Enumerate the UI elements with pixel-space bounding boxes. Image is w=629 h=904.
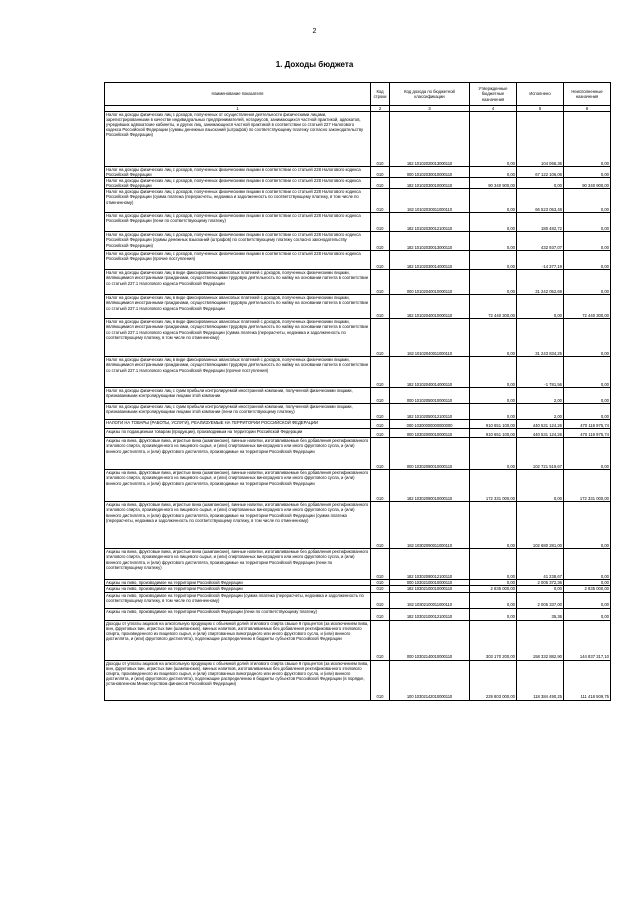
row-unexecuted: 0,00 <box>564 388 611 404</box>
row-approved: 0,00 <box>470 167 517 178</box>
row-name: Налог на доходы физических лиц с доходов, полученных физическими лицами в соответствии со статьей 228 Налогового кодекса Российской Федерации (пени по соответствующему платежу) <box>105 213 371 232</box>
table-row <box>105 549 611 580</box>
table-row <box>105 404 611 420</box>
row-line-code: 010 <box>371 178 390 189</box>
row-name: Налог на доходы физических лиц с доходов, полученных физическими лицами в соответствии со статьей 228 Налогового кодекса Российской Федерации (сумма платежа (перерасчеты, недоимка и задолженность по соответствующему платежу, в том числе по отмененному) <box>105 189 371 213</box>
header-indicator-name: Наименование показателя <box>105 83 371 106</box>
row-unexecuted: 0,00 <box>564 608 611 620</box>
row-unexecuted: 0,00 <box>564 357 611 388</box>
table-row <box>105 620 611 660</box>
row-unexecuted: 2 835 000,00 <box>564 586 611 592</box>
row-classification-code: 000 10302090010000110 <box>390 438 470 470</box>
header-executed: Исполнено <box>517 83 564 106</box>
row-name: Акцизы на вина, фруктовые вина, игристые вина (шампанские), винные напитки, изготавливаемые без добавления ректификованного этилового спирта, произведенного из пищевого сырья, и (или) спиртованных виноградного или иного фруктового сусла, и (или) винного дистиллята, и (или) фруктового дистиллята, производимые на территории Российской Федерации (сумма платежа (перерасчеты, недоимка и задолженность по соответствующему платежу, в том числе по отмененному) <box>105 502 371 549</box>
row-approved: 90 340 900,00 <box>470 178 517 189</box>
row-name: Налог на доходы физических лиц в виде фиксированных авансовых платежей с доходов, полученных физическими лицами, являющимися иностранными гражданами, осуществляющими трудовую деятельность по найму на основании патента в соответствии со статьей 227.1 Налогового кодекса Российской Федерации (прочие поступления) <box>105 357 371 388</box>
header-unexecuted: Неисполненные назначения <box>564 83 611 106</box>
table-row <box>105 295 611 319</box>
row-classification-code: 182 10102040014000110 <box>390 357 470 388</box>
row-name: Акцизы на пиво, производимое на территории Российской Федерации <box>105 586 371 592</box>
row-line-code: 010 <box>371 213 390 232</box>
row-classification-code: 000 10300000000000000 <box>390 420 470 429</box>
row-classification-code: 182 10302100012100110 <box>390 608 470 620</box>
row-executed: 432 937,07 <box>517 232 564 251</box>
row-name: Доходы от уплаты акцизов на алкогольную продукцию с объемной долей этилового спирта свыше 9 процентов (за исключением пива, вин, фруктовых вин, игристых вин (шампанских), винных напитков, изготавливаемых без добавления ректификованного этилового спирта, произведенного из пищевого сырья, и (или) спиртованных виноградного или иного фруктового сусла, и (или) винного дистиллята, и (или) фруктового дистиллята), подлежащие распределению в бюджеты субъектов Российской Федерации (в порядке, установленном Министерством финансов Российской Федерации) <box>105 660 371 700</box>
row-line-code: 010 <box>371 270 390 295</box>
table-row <box>105 251 611 270</box>
row-line-code: 010 <box>371 251 390 270</box>
row-line-code: 010 <box>371 404 390 420</box>
row-executed: 440 531 124,26 <box>517 429 564 438</box>
table-row <box>105 608 611 620</box>
row-line-code: 010 <box>371 660 390 700</box>
row-executed: 67 122 106,06 <box>517 167 564 178</box>
row-approved: 0,00 <box>470 549 517 580</box>
table-row <box>105 388 611 404</box>
row-classification-code: 000 10302140010000110 <box>390 620 470 660</box>
row-classification-code: 182 10102030010000110 <box>390 178 470 189</box>
row-line-code: 010 <box>371 620 390 660</box>
row-name: Акцизы на пиво, производимое на территории Российской Федерации <box>105 580 371 586</box>
row-executed: 104 066,36 <box>517 112 564 167</box>
row-name: Налог на доходы физических лиц в виде фиксированных авансовых платежей с доходов, полученных физическими лицами, являющимися иностранными гражданами, осуществляющими трудовую деятельность по найму на основании патента в соответствии со статьей 227.1 Налогового кодекса Российской Федерации (сумма платежа (перерасчеты, недоимка и задолженность по соответствующему платежу, в том числе по отмененному) <box>105 319 371 357</box>
section-title: 1. Доходы бюджета <box>275 60 354 69</box>
row-unexecuted: 172 331 000,00 <box>564 470 611 502</box>
row-approved: 0,00 <box>470 438 517 470</box>
row-classification-code: 000 10302000010000110 <box>390 429 470 438</box>
row-approved: 910 651 100,00 <box>470 420 517 429</box>
row-name: Акцизы по подакцизным товарам (продукции), производимым на территории Российской Федерации <box>105 429 371 438</box>
column-number: 1 <box>105 106 371 112</box>
row-approved: 0,00 <box>470 580 517 586</box>
row-executed: 35,36 <box>517 608 564 620</box>
row-classification-code: 000 10102030010000110 <box>390 167 470 178</box>
row-name: НАЛОГИ НА ТОВАРЫ (РАБОТЫ, УСЛУГИ), РЕАЛИЗУЕМЫЕ НА ТЕРРИТОРИИ РОССИЙСКОЙ ФЕДЕРАЦИИ <box>105 420 371 429</box>
row-executed: 31 243 834,25 <box>517 319 564 357</box>
row-executed: 180 482,72 <box>517 213 564 232</box>
row-approved: 0,00 <box>470 357 517 388</box>
row-executed: 0,00 <box>517 586 564 592</box>
row-executed: 158 332 882,90 <box>517 620 564 660</box>
row-line-code: 010 <box>371 388 390 404</box>
row-unexecuted: 0,00 <box>564 404 611 420</box>
row-name: Акцизы на пиво, производимое на территории Российской Федерации (пени по соответствующему платежу) <box>105 608 371 620</box>
row-approved: 0,00 <box>470 251 517 270</box>
row-unexecuted: 0,00 <box>564 549 611 580</box>
row-name: Налог на доходы физических лиц с доходов, полученных физическими лицами в соответствии со статьей 228 Налогового кодекса Российской Федерации (суммы денежных взысканий (штрафов) по соответствующему платежу согласно законодательству Российской Федерации) <box>105 232 371 251</box>
row-name: Налог на доходы физических лиц с доходов, полученных от осуществления деятельности физическими лицами, зарегистрированными в качестве индивидуальных предпринимателей, нотариусов, занимающихся частной практикой, адвокатов, учредивших адвокатские кабинеты, и других лиц, занимающихся частной практикой в соответствии со статьей 227 Налогового кодекса Российской Федерации (суммы денежных взысканий (штрафов) по соответствующему платежу согласно законодательству Российской Федерации) <box>105 112 371 167</box>
table-row <box>105 592 611 608</box>
header-line-code: Код строки <box>371 83 390 106</box>
row-name: Налог на доходы физических лиц с сумм прибыли контролируемой иностранной компании, полученной физическими лицами, признаваемыми контролирующими лицами этой компании (пени по соответствующему платежу) <box>105 404 371 420</box>
row-approved: 0,00 <box>470 502 517 549</box>
table-row <box>105 502 611 549</box>
column-number: 5 <box>517 106 564 112</box>
row-unexecuted: 0,00 <box>564 270 611 295</box>
row-classification-code: 182 10302100010000110 <box>390 586 470 592</box>
row-line-code: 010 <box>371 112 390 167</box>
row-approved: 172 331 000,00 <box>470 470 517 502</box>
row-unexecuted: 0,00 <box>564 319 611 357</box>
row-unexecuted: 0,00 <box>564 232 611 251</box>
row-executed: 2,00 <box>517 388 564 404</box>
row-line-code: 010 <box>371 189 390 213</box>
row-approved: 0,00 <box>470 608 517 620</box>
table-row <box>105 357 611 388</box>
row-approved: 229 803 000,00 <box>470 660 517 700</box>
row-name: Налог на доходы физических лиц в виде фиксированных авансовых платежей с доходов, полученных физическими лицами, являющимися иностранными гражданами, осуществляющими трудовую деятельность по найму на основании патента в соответствии со статьей 227.1 Налогового кодекса Российской Федерации <box>105 270 371 295</box>
row-name: Акцизы на вина, фруктовые вина, игристые вина (шампанские), винные напитки, изготавливаемые без добавления ректификованного этилового спирта, произведенного из пищевого сырья, и (или) спиртованных виноградного или иного фруктового сусла, и (или) винного дистиллята, и (или) фруктового дистиллята, производимые на территории Российской Федерации <box>105 438 371 470</box>
row-name: Налог на доходы физических лиц с доходов, полученных физическими лицами в соответствии со статьей 228 Налогового кодекса Российской Федерации <box>105 167 371 178</box>
row-unexecuted: 0,00 <box>564 502 611 549</box>
row-approved: 72 440 300,00 <box>470 295 517 319</box>
row-approved: 2 835 000,00 <box>470 586 517 592</box>
row-executed: 118 384 490,25 <box>517 660 564 700</box>
row-classification-code: 182 10302090010000110 <box>390 470 470 502</box>
row-line-code: 010 <box>371 592 390 608</box>
row-approved: 910 651 100,00 <box>470 429 517 438</box>
table-row <box>105 167 611 178</box>
row-unexecuted: 144 837 317,10 <box>564 620 611 660</box>
row-unexecuted: 111 418 509,75 <box>564 660 611 700</box>
row-classification-code: 182 10302100011000110 <box>390 592 470 608</box>
row-unexecuted: 0,00 <box>564 112 611 167</box>
row-executed: 440 531 124,26 <box>517 420 564 429</box>
header-classification-code: Код дохода по бюджетной классификации <box>390 83 470 106</box>
row-classification-code: 100 10302142010000110 <box>390 660 470 700</box>
row-name: Налог на доходы физических лиц с доходов, полученных физическими лицами в соответствии со статьей 228 Налогового кодекса Российской Федерации <box>105 178 371 189</box>
page-number: 2 <box>312 28 317 35</box>
row-unexecuted: 470 119 975,74 <box>564 429 611 438</box>
row-executed: 0,00 <box>517 295 564 319</box>
table-row <box>105 660 611 700</box>
row-line-code: 010 <box>371 470 390 502</box>
row-line-code: 010 <box>371 586 390 592</box>
table-row <box>105 232 611 251</box>
row-line-code: 010 <box>371 438 390 470</box>
row-approved: 0,00 <box>470 213 517 232</box>
row-classification-code: 182 10102040010000110 <box>390 295 470 319</box>
row-executed: 2,00 <box>517 404 564 420</box>
row-classification-code: 182 10302090011000110 <box>390 502 470 549</box>
row-classification-code: 182 10102030011000110 <box>390 189 470 213</box>
row-unexecuted: 0,00 <box>564 580 611 586</box>
row-unexecuted: 72 440 300,00 <box>564 295 611 319</box>
table-row <box>105 438 611 470</box>
row-approved: 0,00 <box>470 319 517 357</box>
row-line-code: 010 <box>371 608 390 620</box>
revenue-table <box>104 82 611 701</box>
row-approved: 0,00 <box>470 270 517 295</box>
row-classification-code: 182 10102030012100110 <box>390 213 470 232</box>
row-executed: 0,00 <box>517 178 564 189</box>
row-approved: 0,00 <box>470 592 517 608</box>
row-classification-code: 000 10102050010000110 <box>390 388 470 404</box>
row-line-code: 010 <box>371 232 390 251</box>
row-line-code: 010 <box>371 319 390 357</box>
table-row <box>105 420 611 429</box>
row-line-code: 010 <box>371 167 390 178</box>
row-unexecuted: 0,00 <box>564 251 611 270</box>
table-row <box>105 178 611 189</box>
table-row <box>105 213 611 232</box>
row-approved: 0,00 <box>470 404 517 420</box>
row-classification-code: 182 10102050012100110 <box>390 404 470 420</box>
table-row <box>105 470 611 502</box>
row-approved: 303 170 200,00 <box>470 620 517 660</box>
table-row <box>105 319 611 357</box>
header-approved: Утвержденные бюджетные назначения <box>470 83 517 106</box>
row-line-code: 010 <box>371 295 390 319</box>
row-executed: 0,00 <box>517 470 564 502</box>
row-executed: 66 523 053,48 <box>517 189 564 213</box>
row-classification-code: 000 10302100010000110 <box>390 580 470 586</box>
row-unexecuted: 90 340 900,00 <box>564 178 611 189</box>
row-classification-code: 182 10102040011000110 <box>390 319 470 357</box>
row-executed: -14 377,19 <box>517 251 564 270</box>
table-row <box>105 112 611 167</box>
column-number: 2 <box>371 106 390 112</box>
row-classification-code: 182 10102030013000110 <box>390 232 470 251</box>
row-name: Налог на доходы физических лиц в виде фиксированных авансовых платежей с доходов, полученных физическими лицами, являющимися иностранными гражданами, осуществляющими трудовую деятельность по найму на основании патента в соответствии со статьей 227.1 Налогового кодекса Российской Федерации <box>105 295 371 319</box>
column-number: 3 <box>390 106 470 112</box>
row-name: Акцизы на вина, фруктовые вина, игристые вина (шампанские), винные напитки, изготавливаемые без добавления ректификованного этилового спирта, произведенного из пищевого сырья, и (или) спиртованных виноградного или иного фруктового сусла, и (или) винного дистиллята, и (или) фруктового дистиллята, производимые на территории Российской Федерации (пени по соответствующему платежу) <box>105 549 371 580</box>
row-name: Доходы от уплаты акцизов на алкогольную продукцию с объемной долей этилового спирта свыше 9 процентов (за исключением пива, вин, фруктовых вин, игристых вин (шампанских), винных напитков, изготавливаемых без добавления ректификованного этилового спирта, произведенного из пищевого сырья, и (или) спиртованных виноградного или иного фруктового сусла, и (или) винного дистиллята, и (или) фруктового дистиллята), подлежащие распределению в бюджеты субъектов Российской Федерации <box>105 620 371 660</box>
row-executed: 102 721 519,67 <box>517 438 564 470</box>
row-classification-code: 182 10102030014000110 <box>390 251 470 270</box>
column-number: 6 <box>564 106 611 112</box>
table-header-row <box>105 83 611 106</box>
row-approved: 0,00 <box>470 388 517 404</box>
row-line-code: 010 <box>371 429 390 438</box>
row-line-code: 010 <box>371 420 390 429</box>
row-unexecuted: 0,00 <box>564 213 611 232</box>
row-name: Акцизы на вина, фруктовые вина, игристые вина (шампанские), винные напитки, изготавливаемые без добавления ректификованного этилового спирта, произведенного из пищевого сырья, и (или) спиртованных виноградного или иного фруктового сусла, и (или) винного дистиллята, и (или) фруктового дистиллята, производимые на территории Российской Федерации <box>105 470 371 502</box>
row-executed: 2 005 372,36 <box>517 580 564 586</box>
row-executed: 41 238,67 <box>517 549 564 580</box>
row-unexecuted: 0,00 <box>564 438 611 470</box>
row-executed: 102 680 281,00 <box>517 502 564 549</box>
row-name: Налог на доходы физических лиц с доходов, полученных физическими лицами в соответствии со статьей 228 Налогового кодекса Российской Федерации (прочие поступления) <box>105 251 371 270</box>
row-approved: 0,00 <box>470 232 517 251</box>
row-unexecuted: 0,00 <box>564 189 611 213</box>
row-unexecuted: 0,00 <box>564 167 611 178</box>
row-line-code: 010 <box>371 502 390 549</box>
row-approved: 0,00 <box>470 112 517 167</box>
row-line-code: 010 <box>371 580 390 586</box>
table-row <box>105 189 611 213</box>
row-executed: 2 005 337,00 <box>517 592 564 608</box>
table-row <box>105 270 611 295</box>
row-name: Акцизы на пиво, производимое на территории Российской Федерации (сумма платежа (перерасчеты, недоимка и задолженность по соответствующему платежу, в том числе по отмененному) <box>105 592 371 608</box>
table-row <box>105 429 611 438</box>
row-executed: -1 781,56 <box>517 357 564 388</box>
row-classification-code: 000 10102040010000110 <box>390 270 470 295</box>
column-number: 4 <box>470 106 517 112</box>
row-name: Налог на доходы физических лиц с сумм прибыли контролируемой иностранной компании, полученной физическими лицами, признаваемыми контролирующими лицами этой компании <box>105 388 371 404</box>
row-unexecuted: 0,00 <box>564 592 611 608</box>
row-executed: 31 242 052,69 <box>517 270 564 295</box>
row-line-code: 010 <box>371 549 390 580</box>
row-classification-code: 182 10302090012100110 <box>390 549 470 580</box>
row-unexecuted: 470 119 975,74 <box>564 420 611 429</box>
row-line-code: 010 <box>371 357 390 388</box>
row-classification-code: 182 10102020013000110 <box>390 112 470 167</box>
row-approved: 0,00 <box>470 189 517 213</box>
